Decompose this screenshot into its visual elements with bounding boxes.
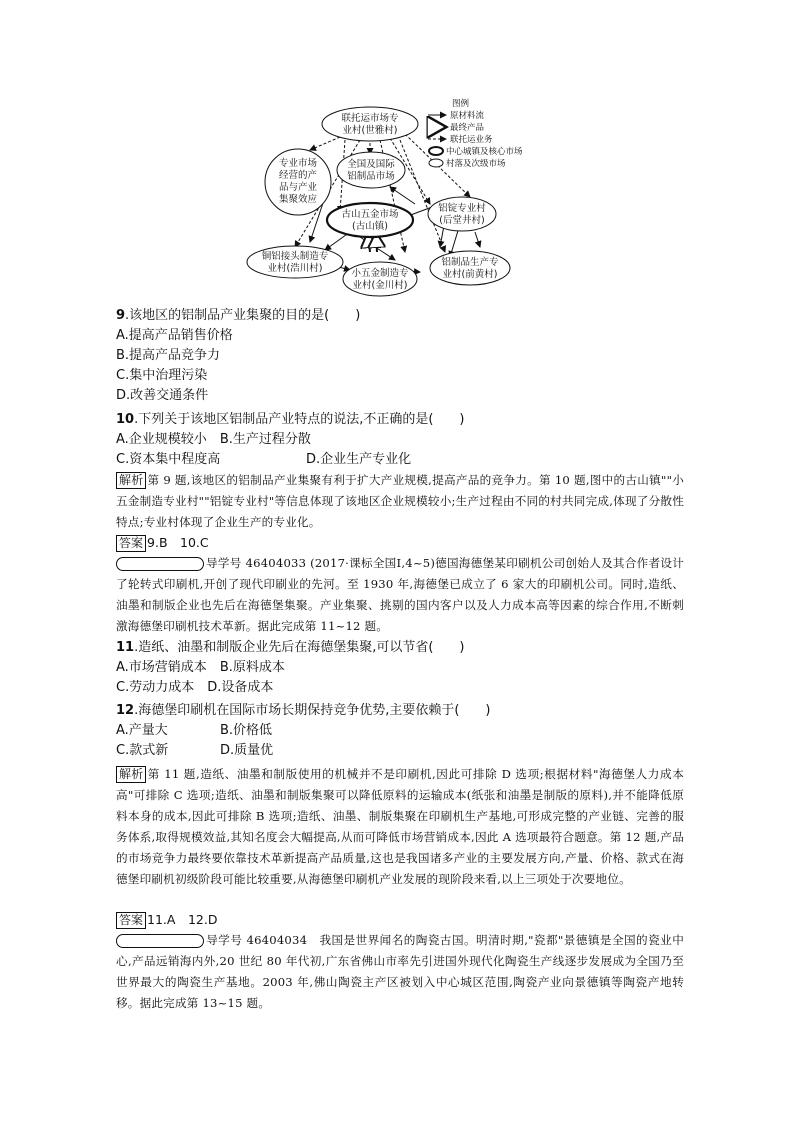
svg-text:村落及次级市场: 村落及次级市场 [446,159,506,169]
node-hardware-village [343,262,417,296]
svg-text:最终产品: 最终产品 [450,123,485,133]
option-9a: A.提高产品销售价格 [116,328,233,343]
node-copper-village [247,246,343,278]
svg-text:(古山镇): (古山镇) [352,221,388,232]
svg-text:专业市场: 专业市场 [278,158,318,169]
question-12: 12.海德堡印刷机在国际市场长期保持竞争优势,主要依赖于( ) A.产量大 B.价格低 C.款式新 D.质量优 [116,701,684,761]
svg-text:原材料流: 原材料流 [450,111,485,121]
legend-center-icon [429,147,443,155]
analysis-11-12: 解析 第 11 题,造纸、油墨和制版使用的机械并不是印刷机,因此可排除 D 选项;根据材料"海德堡人力成本高"可排除 C 选项;造纸、油墨和制版集聚可以降低原料的运输成本(纸张和油墨是制版的原料),并不能降低原料本身的成本,因此可排除 B 选项;造纸、油墨、制版集聚在印刷机生产基地,可形成完整的产业链、完善的服务体系,取得规模效益,其知名度会大幅提高,从而可降低市场营销成本,因此 A 选项最符合题意。第 12 题,产品的市场竞争力最终要依靠技术革新提高产品质量,这也是我国诸多产业的主要发展方向,产量、价格、款式在海德堡印刷机初级阶段可能比较重要,从海德堡印刷机产业发展的现阶段来看,以上三项处于次要地位。 [116,767,684,886]
node-center-market [327,203,413,237]
node-national-market [337,152,405,188]
analysis-9-10: 解析 第 9 题,该地区的铝制品产业集聚有利于扩大产业规模,提高产品的竞争力。第 10 题,图中的古山镇""小五金制造专业村""铝锭专业村"等信息体现了该地区企业规模较小;生产过程由不同的村共同完成,体现了分散性特点;专业村体现了企业生产的专业化。 [116,473,684,529]
answer-9-10: 答案 9.B 10.C [116,533,684,553]
svg-text:业村(世雅村): 业村(世雅村) [342,125,398,136]
legend-title: 图例 [452,99,470,109]
option-12c: C.款式新 [116,743,169,758]
node-transport-village [322,107,418,141]
svg-text:小五金制造专: 小五金制造专 [351,268,409,279]
option-10c: C.资本集中程度高 [116,452,221,467]
option-12d: D.质量优 [220,743,274,758]
svg-text:集聚效应: 集聚效应 [278,194,318,205]
node-aluminum-village [430,251,510,285]
svg-text:铜铝接头制造专: 铜铝接头制造专 [261,251,329,262]
svg-text:经营的产: 经营的产 [278,170,318,181]
answer-11-12: 答案 11.A 12.D [116,910,684,930]
industry-cluster-diagram [240,92,570,302]
option-12b: B.价格低 [220,723,273,738]
option-9d: D.改善交通条件 [116,388,209,403]
question-9: 9.该地区的铝制品产业集聚的目的是( ) A.提高产品销售价格 B.提高产品竞争力 C.集中治理污染 D.改善交通条件 [116,306,684,406]
svg-text:业村(浩川村): 业村(浩川村) [267,263,323,274]
passage-11-12: 导学号 46404033 (2017·课标全国Ⅰ,4~5)德国海德堡某印刷机公司创始人及其合作者设计了轮转式印刷机,开创了现代印刷业的先河。至 1930 年,海德堡已成立了 6 家大的印刷机公司。同时,造纸、油墨和制版企业也先后在海德堡集聚。产业集聚、挑剔的国内客户以及人力成本高等因素的综合作用,不断刺激海德堡印刷机技术革新。据此完成第 11~12 题。 [116,556,684,633]
question-10: 10.下列关于该地区铝制品产业特点的说法,不正确的是( ) A.企业规模较小 B.生产过程分散 C.资本集中程度高 D.企业生产专业化 [116,410,684,470]
option-10d: D.企业生产专业化 [306,452,412,467]
diagram-legend [428,98,523,169]
svg-text:业村(金川村): 业村(金川村) [352,280,408,291]
node-specialized-market [265,149,331,215]
option-11a: A.市场营销成本 [116,660,207,675]
guide-badge-icon [116,557,204,571]
option-11c: C.劳动力成本 [116,680,195,695]
svg-text:品与产业: 品与产业 [278,182,318,193]
option-11b: B.原料成本 [219,660,285,675]
svg-text:全国及国际: 全国及国际 [347,159,395,170]
option-9c: C.集中治理污染 [116,368,208,383]
node-ingot-village [428,197,496,231]
answer-tag: 答案 [116,912,146,929]
option-10a: A.企业规模较小 [116,432,207,447]
svg-text:(后堂井村): (后堂井村) [439,215,485,226]
option-12a: A.产量大 [116,723,168,738]
guide-badge-icon [116,934,204,948]
svg-text:业村(前黄村): 业村(前黄村) [442,269,498,280]
analysis-tag: 解析 [116,472,146,489]
svg-text:联托运业务: 联托运业务 [450,135,493,145]
analysis-tag: 解析 [116,766,146,783]
option-9b: B.提高产品竞争力 [116,348,221,363]
option-11d: D.设备成本 [207,680,274,695]
question-11: 11.造纸、油墨和制版企业先后在海德堡集聚,可以节省( ) A.市场营销成本 B.原料成本 C.劳动力成本 D.设备成本 [116,640,465,695]
answer-tag: 答案 [116,535,146,552]
option-10b: B.生产过程分散 [219,432,311,447]
passage-13-15: 导学号 46404034 我国是世界闻名的陶瓷古国。明清时期,"瓷都"景德镇是全国的瓷业中心,产品远销海内外,20 世纪 80 年代初,广东省佛山市率先引进国外现代化陶瓷生产线逐步发展成为全国乃至世界最大的陶瓷生产基地。2003 年,佛山陶瓷主产区被划入中心城区范围,陶瓷产业向景德镇等陶瓷产地转移。据此完成第 13~15 题。 [116,933,684,1010]
svg-text:中心城镇及核心市场: 中心城镇及核心市场 [446,147,523,157]
svg-text:铝制品生产专: 铝制品生产专 [441,257,499,268]
svg-text:铝制品市场: 铝制品市场 [347,171,395,182]
svg-text:古山五金市场: 古山五金市场 [341,209,399,220]
legend-village-icon [429,159,443,167]
svg-text:铝锭专业村: 铝锭专业村 [438,203,486,214]
svg-text:联托运市场专: 联托运市场专 [341,113,399,124]
